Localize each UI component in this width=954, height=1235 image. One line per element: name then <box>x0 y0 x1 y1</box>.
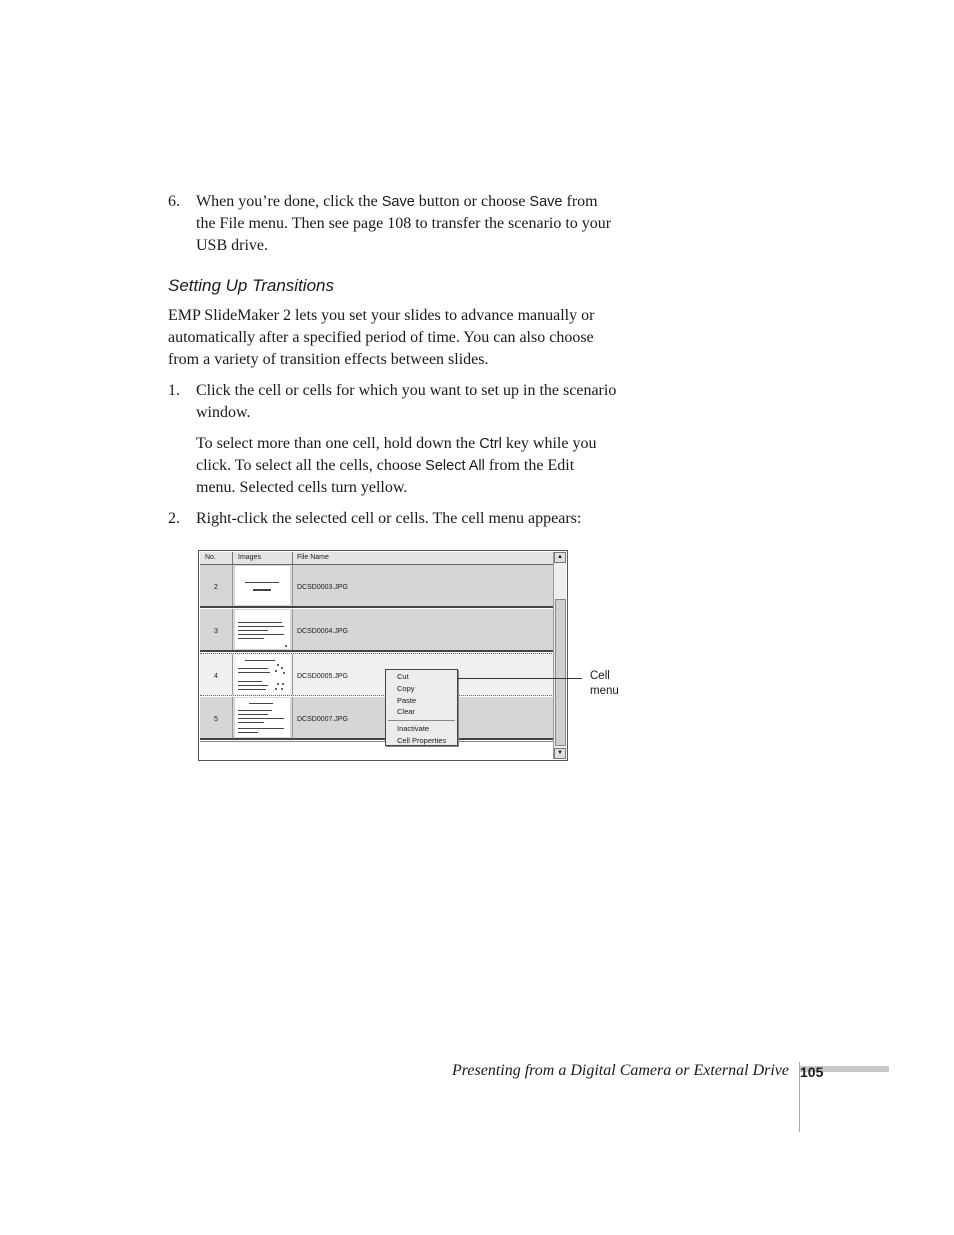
intro-line: from a variety of transition effects between slides. <box>168 351 489 368</box>
ctrl-key-label: Ctrl <box>479 436 502 452</box>
column-header <box>200 552 554 565</box>
slide-thumbnail <box>235 698 290 737</box>
row-number: 3 <box>214 628 218 635</box>
save-ui-label: Save <box>381 194 415 210</box>
row-file-name: DCSD0005.JPG <box>297 673 348 680</box>
row-number: 2 <box>214 584 218 591</box>
table-row-selected[interactable] <box>200 653 554 696</box>
menu-item-cell-properties[interactable]: Cell Properties <box>397 736 447 745</box>
callout-line-2: menu <box>590 685 619 697</box>
select-all-label: Select All <box>425 458 485 474</box>
step-2-text <box>196 508 636 530</box>
intro-paragraph <box>168 305 638 371</box>
step-1-line: window. <box>196 404 251 421</box>
scenario-window-screenshot <box>198 550 568 761</box>
menu-item-inactivate[interactable]: Inactivate <box>397 724 430 733</box>
scroll-up-arrow-icon[interactable]: ▲ <box>554 552 566 563</box>
slide-thumbnail <box>235 655 290 694</box>
table-row[interactable] <box>200 697 554 740</box>
step-1-text <box>196 380 636 424</box>
callout-label <box>590 669 619 699</box>
slide-thumbnail <box>235 566 290 605</box>
note-line-3: menu. Selected cells turn yellow. <box>196 479 408 496</box>
step-6-text <box>196 191 636 257</box>
running-footer: Presenting from a Digital Camera or External Drive <box>452 1062 789 1079</box>
step-6-line-2: the File menu. Then see page 108 to transfer the scenario to your <box>196 215 612 232</box>
row-number: 4 <box>214 673 218 680</box>
step-2-line: Right-click the selected cell or cells. The cell menu appears: <box>196 510 582 527</box>
slide-thumbnail <box>235 610 290 649</box>
save-ui-label: Save <box>529 194 563 210</box>
step-6-text-part: When you’re done, click the <box>196 193 382 210</box>
row-file-name: DCSD0004.JPG <box>297 628 348 635</box>
section-heading: Setting Up Transitions <box>168 276 334 295</box>
intro-line: automatically after a specified period of time. You can also choose <box>168 329 594 346</box>
note-text-part: key while you <box>501 435 597 452</box>
menu-item-copy[interactable]: Copy <box>397 684 415 693</box>
note-text-part: from the Edit <box>484 457 575 474</box>
selection-note <box>196 433 636 499</box>
menu-separator <box>388 720 455 721</box>
row-number: 5 <box>214 716 218 723</box>
step-6-text-part: button or choose <box>414 193 530 210</box>
horizontal-scrollbar[interactable] <box>200 741 554 759</box>
step-6-text-part: from <box>562 193 598 210</box>
note-text-part: To select more than one cell, hold down the <box>196 435 480 452</box>
scrollbar-thumb[interactable] <box>555 599 566 746</box>
table-row[interactable] <box>200 565 554 608</box>
menu-item-paste[interactable]: Paste <box>397 696 417 705</box>
header-no: No. <box>205 554 216 561</box>
table-row[interactable] <box>200 609 554 652</box>
row-file-name: DCSD0003.JPG <box>297 584 348 591</box>
header-images: Images <box>238 554 261 561</box>
callout-line <box>457 678 582 679</box>
step-6-number: 6. <box>168 193 180 210</box>
intro-line: EMP SlideMaker 2 lets you set your slides to advance manually or <box>168 307 595 324</box>
menu-item-cut[interactable]: Cut <box>397 672 409 681</box>
scroll-down-arrow-icon[interactable]: ▼ <box>554 748 566 759</box>
header-file-name: File Name <box>297 554 329 561</box>
row-file-name: DCSD0007.JPG <box>297 716 348 723</box>
callout-line-1: Cell <box>590 670 610 682</box>
step-1-line: Click the cell or cells for which you want to set up in the scenario <box>196 382 617 399</box>
note-text-part: click. To select all the cells, choose <box>196 457 426 474</box>
menu-item-clear[interactable]: Clear <box>397 707 415 716</box>
step-2-number: 2. <box>168 510 180 527</box>
cell-context-menu <box>385 669 458 746</box>
step-1-number: 1. <box>168 382 180 399</box>
step-6-line-3: USB drive. <box>196 237 268 254</box>
vertical-scrollbar[interactable] <box>553 552 566 759</box>
page-number: 105 <box>800 1064 824 1080</box>
